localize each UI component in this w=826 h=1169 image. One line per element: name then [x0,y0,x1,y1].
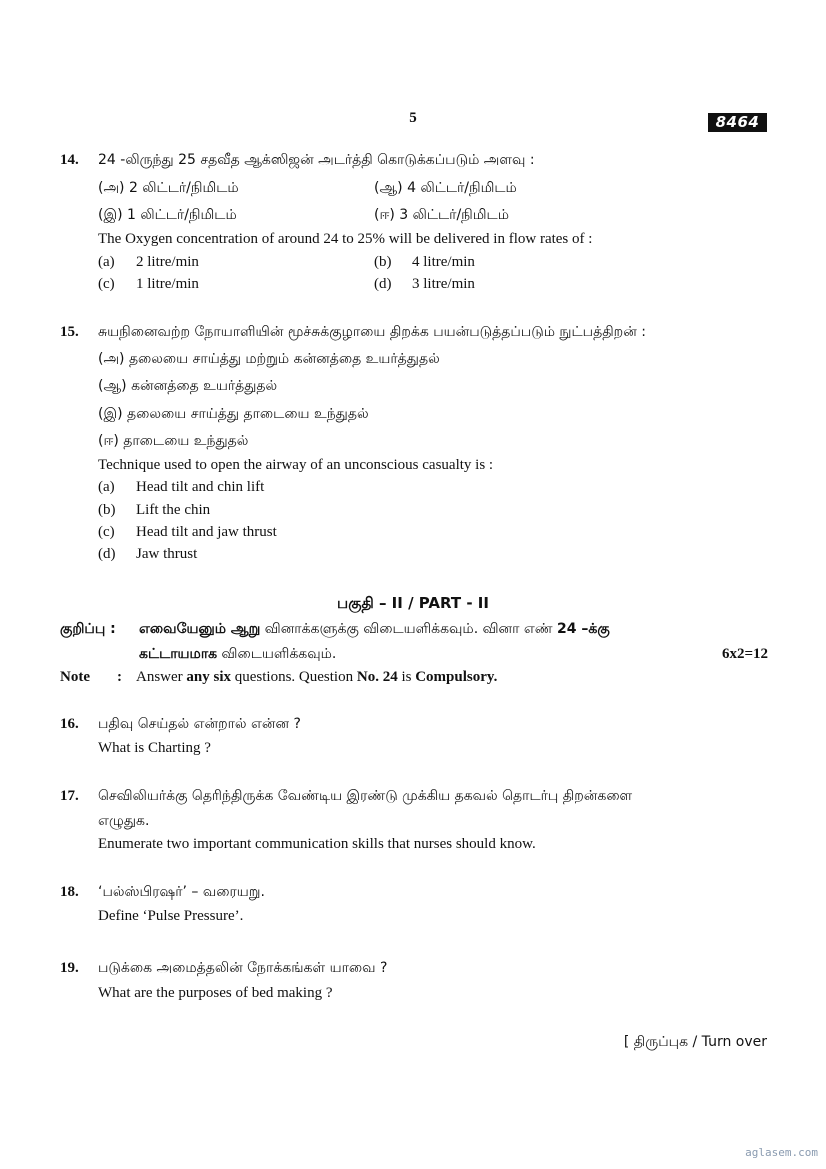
option-tamil-c: (இ) 1 லிட்டர்/நிமிடம் [98,207,237,223]
turn-over-note: [ திருப்புக / Turn over [623,1034,767,1050]
option-tamil-a: (அ) 2 லிட்டர்/நிமிடம் [98,180,239,196]
option-tamil-c: (இ) தலையை சாய்த்து தாடையை உந்துதல் [98,406,369,422]
option-english-b: (b) Lift the chin [98,502,211,518]
option-english-a: (a) Head tilt and chin lift [98,479,265,495]
question-number: 18. [60,884,79,900]
option-tamil-b: (ஆ) கன்னத்தை உயர்த்துதல் [98,378,278,394]
question-14 [60,152,780,302]
question-18 [60,884,780,934]
question-number: 17. [60,788,79,804]
question-text-english: What is Charting ? [98,740,211,756]
question-15 [60,324,780,569]
question-text-tamil: பதிவு செய்தல் என்றால் என்ன ? [98,716,301,732]
watermark: aglasem.com [745,1146,818,1159]
option-tamil-b: (ஆ) 4 லிட்டர்/நிமிடம் [374,180,517,196]
marks-allocation: 6x2=12 [721,646,768,662]
paper-code-badge: 8464 [708,113,767,132]
question-text-english: The Oxygen concentration of around 24 to 25% will be delivered in flow rates of : [98,231,593,247]
option-english-c: (c) 1 litre/min [98,276,199,292]
question-number: 15. [60,324,79,340]
question-text-tamil: செவிலியர்க்கு தெரிந்திருக்க வேண்டிய இரண்டு முக்கிய தகவல் தொடர்பு திறன்களை [98,788,633,804]
option-english-d: (d) Jaw thrust [98,546,198,562]
question-text-tamil: படுக்கை அமைத்தலின் நோக்கங்கள் யாவை ? [98,960,388,976]
question-text-english: What are the purposes of bed making ? [98,985,333,1001]
option-english-d: (d) 3 litre/min [374,276,475,292]
option-tamil-d: (ஈ) 3 லிட்டர்/நிமிடம் [374,207,509,223]
note-label-tamil: குறிப்பு : [60,621,116,637]
question-text-tamil: ‘பல்ஸ்பிரஷர்’ – வரையறு. [98,884,265,900]
question-number: 16. [60,716,79,732]
question-text-tamil: 24 -லிருந்து 25 சதவீத ஆக்ஸிஜன் அடர்த்தி கொடுக்கப்படும் அளவு : [98,152,535,168]
question-number: 19. [60,960,79,976]
note-text-english: Answer any six questions. Question No. 24 is Compulsory. [136,669,498,685]
note-line1: எவையேனும் ஆறு வினாக்களுக்கு விடையளிக்கவும். வினா எண் 24 –க்கு [139,621,610,637]
english-note [60,669,768,691]
note-line2: கட்டாயமாக விடையளிக்கவும். [139,646,337,662]
question-text-tamil-line2: எழுதுக. [98,813,150,829]
question-text-english: Define ‘Pulse Pressure’. [98,908,244,924]
question-number: 14. [60,152,79,168]
question-16 [60,716,780,766]
question-text-english: Technique used to open the airway of an unconscious casualty is : [98,457,494,473]
option-english-a: (a) 2 litre/min [98,254,199,270]
question-17 [60,788,780,858]
question-text-tamil: சுயநினைவற்ற நோயாளியின் மூச்சுக்குழாயை திறக்க பயன்படுத்தப்படும் நுட்பத்திறன் : [98,324,646,340]
note-label-english: Note [60,669,90,685]
page-number: 5 [409,110,417,126]
part-title: பகுதி – II / PART - II [337,594,489,612]
question-text-english: Enumerate two important communication skills that nurses should know. [98,836,536,852]
note-colon: : [117,669,122,685]
option-english-b: (b) 4 litre/min [374,254,475,270]
option-tamil-a: (அ) தலையை சாய்த்து மற்றும் கன்னத்தை உயர்த்துதல் [98,351,440,367]
option-tamil-d: (ஈ) தாடையை உந்துதல் [98,433,249,449]
tamil-note [60,621,768,671]
question-19 [60,960,780,1010]
option-english-c: (c) Head tilt and jaw thrust [98,524,277,540]
